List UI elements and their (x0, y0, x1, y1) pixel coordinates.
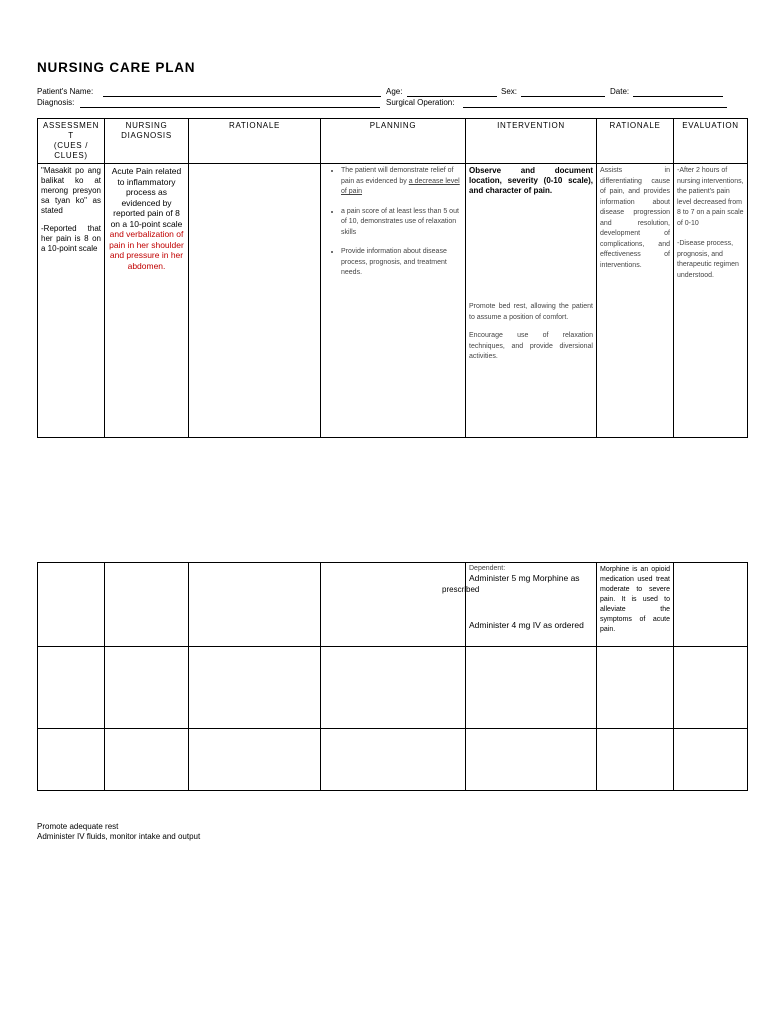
diagnosis-label: Diagnosis: (37, 98, 75, 107)
empty-cell[interactable] (321, 729, 466, 791)
age-label: Age: (386, 87, 403, 96)
diagnosis-text: Acute Pain related to inflammatory process as evidenced by reported pain of 8 on a 10-point scale (110, 166, 183, 229)
care-plan-table (37, 118, 748, 438)
empty-cell[interactable] (321, 563, 466, 647)
empty-cell[interactable] (189, 647, 321, 729)
intervention-bed-rest: Promote bed rest, allowing the patient to assume a position of comfort. (469, 303, 593, 321)
nursing-diagnosis-cell[interactable] (105, 164, 189, 438)
administer-morphine: Administer 5 mg Morphine as (469, 573, 580, 583)
patient-name-label: Patient's Name: (37, 87, 94, 96)
planning-cell[interactable] (321, 164, 466, 438)
planning-item: • Provide information about disease process, prognosis, and treatment needs. (341, 247, 462, 279)
diagnosis-red-text: and verbalization of pain in her shoulder and pressure in her abdomen. (109, 229, 184, 271)
surgical-operation-label: Surgical Operation: (386, 98, 455, 107)
header-assessment: ASSESSMENT (CUES / CLUES) (38, 119, 105, 164)
evaluation-cell[interactable] (674, 164, 748, 438)
rationale-2-cell[interactable]: Assists in differentiating cause of pain, and provides information about disease progression and resolution, development of complications, and effectiveness of interventions. (597, 164, 674, 438)
intervention-observe: Observe and document location, severity (0-10 scale), and character of pain. (469, 166, 593, 195)
header-rationale-2: RATIONALE (597, 119, 674, 164)
footer-note-iv: Administer IV fluids, monitor intake and output (37, 832, 201, 841)
empty-cell[interactable] (38, 563, 105, 647)
empty-cell[interactable] (38, 647, 105, 729)
planning-item: • a pain score of at least less than 5 out of 10, demonstrates use of relaxation skills (341, 207, 462, 239)
empty-cell[interactable] (466, 729, 597, 791)
assessment-quote: "Masakit po ang balikat ko at merong presyon sa tyan ko" as stated (41, 166, 101, 215)
empty-cell[interactable] (189, 563, 321, 647)
table-row (38, 647, 748, 729)
intervention-relaxation: Encourage use of relaxation techniques, and provide diversional activities. (469, 332, 593, 360)
rationale-cell[interactable] (189, 164, 321, 438)
assessment-reported: -Reported that her pain is 8 on a 10-point scale (41, 224, 101, 253)
empty-cell[interactable] (597, 647, 674, 729)
empty-cell[interactable] (189, 729, 321, 791)
table-row (38, 729, 748, 791)
sex-line[interactable] (521, 96, 605, 97)
dependent-intervention-cell[interactable] (442, 563, 597, 647)
evaluation-result: -After 2 hours of nursing interventions, the patient's pain level decreased from 8 to 7 on a pain scale of 0-10 (677, 167, 744, 227)
empty-cell[interactable] (105, 647, 189, 729)
evaluation-understood: -Disease process, prognosis, and therapeutic regimen understood. (677, 240, 739, 279)
header-nursing-diagnosis: NURSING DIAGNOSIS (105, 119, 189, 164)
surgical-operation-line[interactable] (463, 107, 727, 108)
empty-cell[interactable] (674, 563, 748, 647)
empty-cell[interactable] (674, 647, 748, 729)
header-evaluation: EVALUATION (674, 119, 748, 164)
header-row (38, 119, 748, 164)
sex-label: Sex: (501, 87, 518, 96)
planning-item: • The patient will demonstrate relief of pain as evidenced by a decrease level of pain (341, 166, 462, 198)
patient-name-line[interactable] (103, 96, 381, 97)
intervention-cell[interactable] (466, 164, 597, 438)
page-title: NURSING CARE PLAN (37, 60, 196, 75)
empty-cell[interactable] (466, 647, 597, 729)
morphine-rationale-cell[interactable]: Morphine is an opioid medication used treat moderate to severe pain. It is used to alleviate the symptoms of acute pain. (597, 563, 674, 647)
diagnosis-line[interactable] (80, 107, 380, 108)
header-intervention: INTERVENTION (466, 119, 597, 164)
care-plan-row (38, 164, 748, 438)
empty-cell[interactable] (105, 563, 189, 647)
table-row (38, 563, 748, 647)
empty-cell[interactable] (105, 729, 189, 791)
header-planning: PLANNING (321, 119, 466, 164)
assessment-cell[interactable] (38, 164, 105, 438)
dependent-label: Dependent: (469, 565, 506, 572)
age-line[interactable] (407, 96, 497, 97)
prescribed-text: prescribed (442, 585, 480, 594)
empty-cell[interactable] (597, 729, 674, 791)
empty-cell[interactable] (321, 647, 466, 729)
empty-cell[interactable] (674, 729, 748, 791)
continuation-table (37, 562, 748, 791)
footer-note-rest: Promote adequate rest (37, 822, 119, 831)
empty-cell[interactable] (38, 729, 105, 791)
date-label: Date: (610, 87, 630, 96)
administer-iv: Administer 4 mg IV as ordered (469, 620, 584, 630)
date-line[interactable] (633, 96, 723, 97)
header-rationale: RATIONALE (189, 119, 321, 164)
